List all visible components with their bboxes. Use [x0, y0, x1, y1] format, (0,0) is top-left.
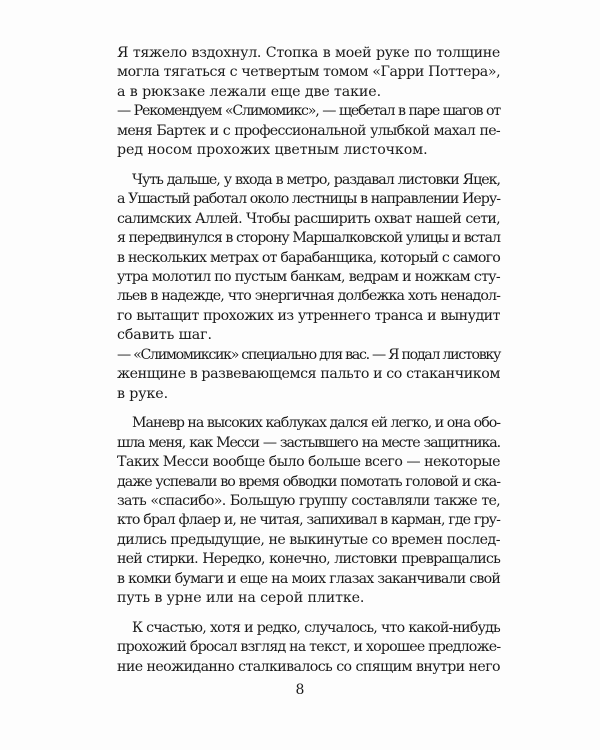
paragraph-2 [117, 102, 500, 160]
text-line: — «Слимомиксик» специально для вас. — Я подал листовку [117, 346, 500, 363]
text-line: а в рюкзаке лежали еще две такие. [117, 83, 381, 100]
text-line: Я тяжело вздохнул. Стопка в моей руке по толщине [117, 45, 500, 61]
paragraph-5 [117, 414, 500, 609]
text-line: — Рекомендуем «Слимомикс», — щебетал в паре шагов от [117, 103, 500, 120]
text-line: прохожий бросал взгляд на текст, и хорошее предложе- [117, 639, 501, 656]
text-line: я передвинулся в сторону Маршалковской улицы и встал [117, 230, 500, 247]
text-line: салимских Аллей. Чтобы расширить охват нашей сети, [117, 210, 500, 227]
text-line: в руке. [117, 385, 168, 402]
text-line: Маневр на высоких каблуках дался ей легко, и она обо- [132, 415, 501, 432]
text-line: дились предыдущие, не выкинутые со времен послед- [117, 531, 501, 548]
text-line: Чуть дальше, у входа в метро, раздавал листовки Яцек, [132, 171, 500, 188]
paragraph-1 [117, 44, 500, 102]
text-line: К счастью, хотя и редко, случалось, что какой-нибудь [132, 619, 500, 636]
text-line: зать «спасибо». Большую группу составляли также те, [117, 492, 500, 509]
text-line: путь в урне или на серой плитке. [117, 590, 365, 607]
text-line: ней стирки. Нередко, конечно, листовки превращались [117, 551, 500, 568]
text-line: женщине в развевающемся пальто и со стаканчиком [117, 366, 500, 383]
text-line: льев в надежде, что энергичная долбежка хоть ненадол- [117, 288, 500, 305]
body-text [117, 44, 500, 677]
text-line: меня Бартек и с профессиональной улыбкой махал пе- [117, 122, 500, 139]
text-line: Таких Месси вообще было больше всего — некоторые [117, 454, 500, 471]
paragraph-6 [117, 619, 500, 677]
text-line: го вытащит прохожих из утреннего транса и вынудит [117, 307, 500, 324]
text-line: в комки бумаги и еще на моих глазах заканчивали свой [117, 570, 500, 587]
page-number: 8 [295, 682, 305, 698]
text-line: ред носом прохожих цветным листочком. [117, 142, 428, 159]
text-line: утра молотил по пустым банкам, ведрам и ножкам сту- [117, 268, 500, 285]
text-line: даже успевали во время обводки помотать головой и ска- [117, 473, 500, 490]
text-line: ние неожиданно сталкивалось со спящим внутри него [117, 658, 500, 675]
text-line: шла меня, как Месси — застывшего на месте защитника. [117, 434, 500, 451]
text-line: а Ушастый работал около лестницы в направлении Иеру- [117, 191, 500, 208]
text-line: в нескольких метрах от барабанщика, который с самого [117, 249, 500, 266]
text-line: могла тягаться с четвертым томом «Гарри Поттера», [117, 64, 501, 81]
text-line: кто брал флаер и, не читая, запихивал в карман, где гру- [117, 512, 500, 529]
paragraph-3 [117, 171, 500, 346]
text-line: сбавить шаг. [117, 327, 212, 344]
paragraph-4 [117, 346, 500, 404]
